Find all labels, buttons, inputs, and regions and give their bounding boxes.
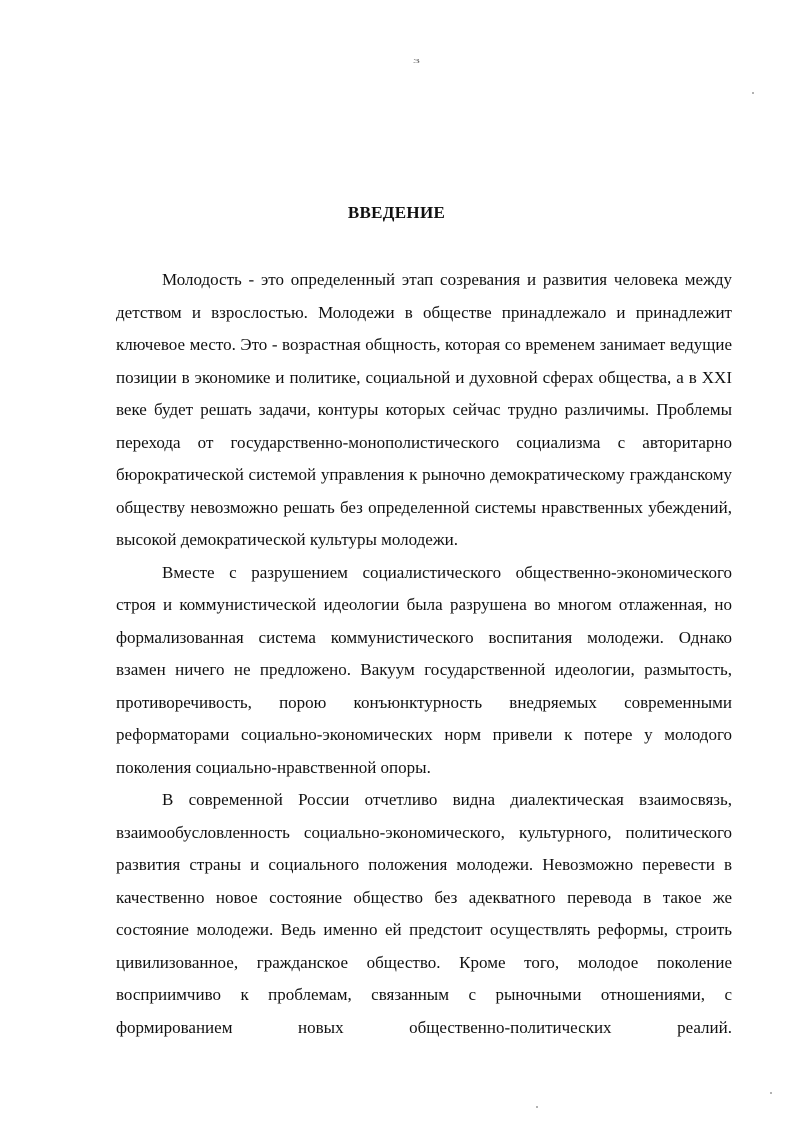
scan-speck <box>752 92 754 94</box>
page-number: 3 <box>413 58 420 65</box>
paragraph-2: Вместе с разрушением социалистического общественно-экономического строя и коммунистической идеологии была разрушена во многом отлаженная, но формализованная система коммунистического воспитания молодежи. Однако взамен ничего не предложено. Вакуум государственной идеологии, размытость, противоречивость, порою конъюнктурность внедряемых современными реформаторами социально-экономических норм привели к потере у молодого поколения социально-нравственной опоры. <box>116 562 732 777</box>
page-title: ВВЕДЕНИЕ <box>347 203 446 222</box>
paragraph-3: В современной России отчетливо видна диалектическая взаимосвязь, взаимообусловленность социально-экономического, культурного, политического развития страны и социального положения молодежи. Невозможно перевести в качественно новое состояние общество без адекватного перевода в такое же состояние молодежи. Ведь именно ей предстоит осуществлять реформы, строить цивилизованное, гражданское общество. Кроме того, молодое поколение восприимчиво к проблемам, связанным с рыночными отношениями, с формированием новых общественно-политических реалий. <box>116 790 732 1037</box>
paragraph-1: Молодость - это определенный этап созревания и развития человека между детством и взрослостью. Молодежи в обществе принадлежало и принадлежит ключевое место. Это - возрастная общность, которая со временем занимает ведущие позиции в экономике и политике, социальной и духовной сферах общества, а в XXI веке будет решать задачи, контуры которых сейчас трудно различимы. Проблемы перехода от государственно-монополистического социализма с авторитарно бюрократической системой управления к рыночно демократическому гражданскому обществу невозможно решать без определенной системы нравственных убеждений, высокой демократической культуры молодежи. <box>116 270 732 549</box>
scan-speck <box>770 1092 772 1094</box>
scan-speck <box>536 1106 538 1108</box>
body-text <box>116 264 732 1044</box>
